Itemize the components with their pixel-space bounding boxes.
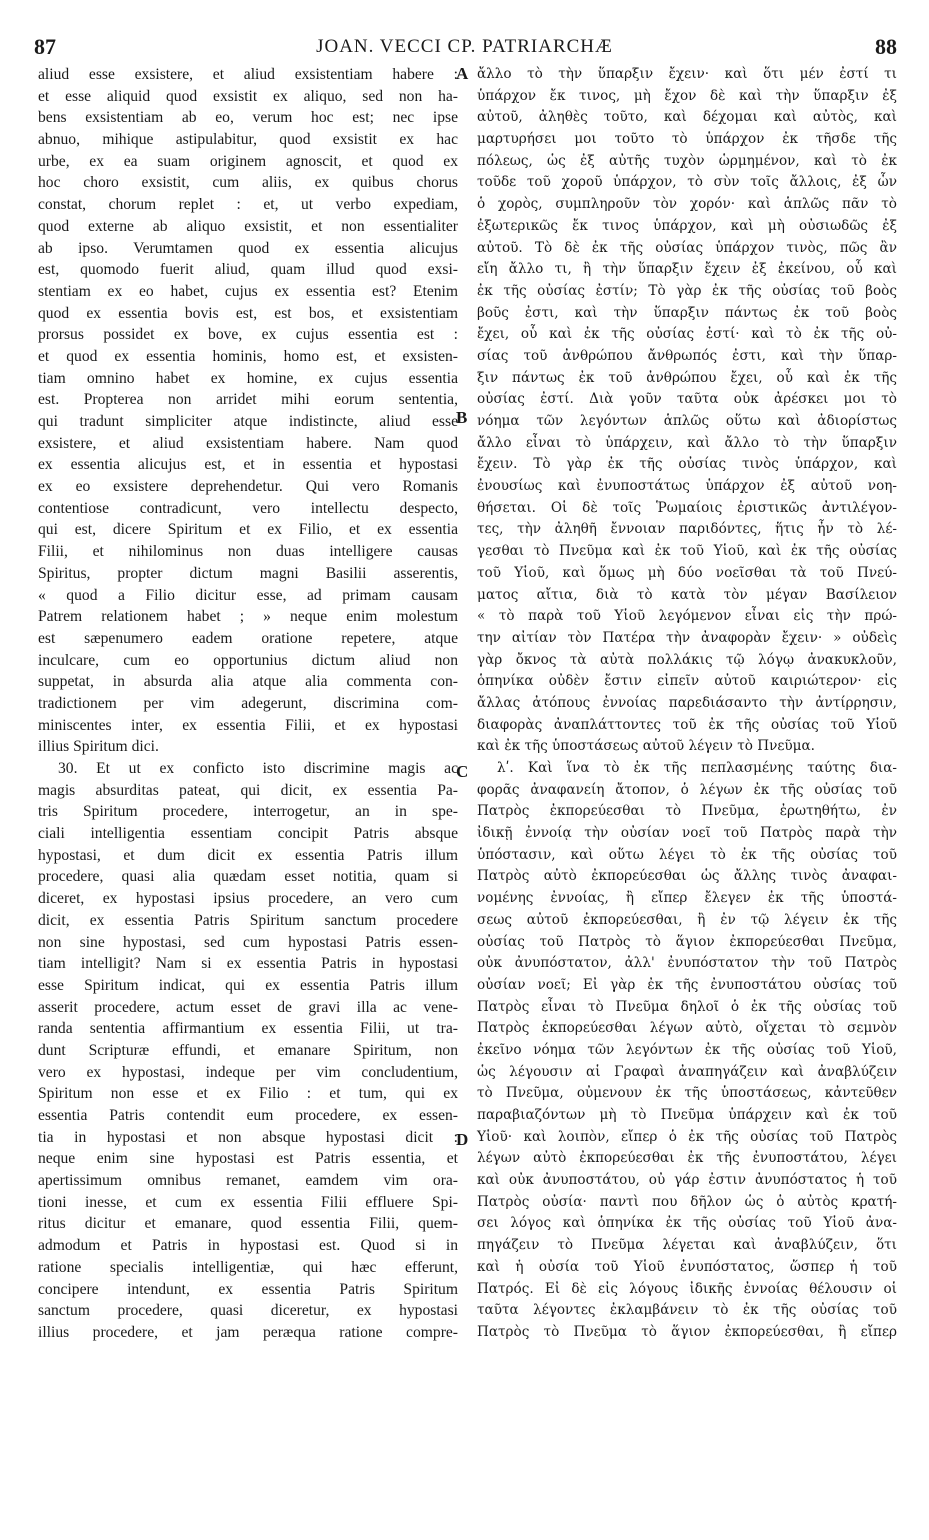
margin-marker-a: A <box>456 64 469 83</box>
text-line: suppetat, in absurda alia atque alia commenta con- <box>38 673 458 691</box>
text-line: bens exsistentiam ab eo, verum hoc est; nec ipse <box>38 109 458 127</box>
text-line: Πατρὸς τὸ Πνεῦμα τὸ ἅγιον ἐκπορεύεσθαι, ἢ εἴπερ <box>477 1323 897 1340</box>
text-line: tia in hypostasi et non absque hypostasi dicit : <box>38 1128 458 1146</box>
text-line: μαρτυρήσει μοι τοῦτο τὸ ὑπάρχον ἐκ τῆσδε τῆς <box>477 131 897 148</box>
text-line: qui tradunt simpliciter atque indistincte, aliud esse <box>38 413 458 430</box>
text-line: οὐσίας ἐστί. Διὰ γοῦν ταῦτα οὐκ ἀρέσκει μοι τὸ <box>477 391 897 408</box>
text-line: ciali intelligentia essentiam concipit Patris absque <box>38 825 458 843</box>
text-line: tiam omnino habet ex homine, ex cujus essentia <box>38 369 458 387</box>
margin-marker-c: C <box>456 762 469 781</box>
text-line: hoc choro exsistit, cum aliis, ex quibus chorus <box>38 174 458 192</box>
text-line: ἐκεῖνο νόημα τῶν λεγόντων ἐκ τῆς οὐσίας τοῦ Υἱοῦ, <box>477 1041 897 1058</box>
text-line: ἄλλας ἀτόπους ἐννοίας παρεδιάσαντο τὴν ἀντίρρησιν, <box>477 694 897 711</box>
text-line: Πατρὸς αὐτὸ ἐκπορεύεσθαι ὡς ἄλλης τινὸς ἀναφαι- <box>477 868 897 885</box>
page-number-left: 87 <box>34 34 56 59</box>
margin-marker-d: D <box>456 1130 469 1149</box>
text-line: νόημα τῶν λεγόντων ἁπλῶς οὕτω καὶ ἀδιορίστως <box>477 413 897 429</box>
text-line: εἴη ἄλλο τι, ἢ τὴν ὕπαρξιν ἔχειν ἐξ ἐκείνου, οὗ καὶ <box>477 261 897 278</box>
text-line: ritus dicitur et emanare, quod essentia Filii, quem- <box>38 1215 458 1233</box>
text-line: ab ipso. Verumtamen quod ex essentia alicujus <box>38 239 458 257</box>
text-line: Patrem relationem habet ; » neque enim molestum <box>38 608 458 626</box>
text-line: procedere, quasi alia quædam esset notitia, quam si <box>38 868 458 886</box>
latin-column <box>38 64 458 1344</box>
text-line: stentiam ex eo habet, cujus ex essentia est? Etenim <box>38 282 458 300</box>
text-line: tris Spiritum procedere, interrogetur, an in spe- <box>38 803 458 821</box>
text-line: et quod ex essentia hominis, homo est, et exsisten- <box>38 347 458 365</box>
text-line: νομένης ἐννοίας, ἢ εἴπερ ἔλεγεν ἐκ τῆς ὑποστά- <box>477 890 897 907</box>
margin-marker-b: B <box>456 408 468 427</box>
text-line: καὶ ἡ οὐσία τοῦ Υἱοῦ ἐνυπόστατος, ὥσπερ ἡ τοῦ <box>477 1258 897 1275</box>
text-line: Πατρός. Εἰ δὲ εἰς λόγους ἰδικῆς ἐννοίας θέλουσιν οἱ <box>477 1280 897 1297</box>
text-line: non sine hypostasi, sed cum hypostasi Patris essen- <box>38 933 458 951</box>
text-line: illius Spiritum dici. <box>38 738 159 756</box>
text-line: est sæpenumero eadem oratione repetere, atque <box>38 629 458 647</box>
text-line: παραβιαζόντων μὴ τὸ Πνεῦμα ὑπάρχειν καὶ ἐκ τοῦ <box>477 1107 897 1123</box>
text-line: θήσεται. Οἱ δὲ τοῖς Ῥωμαίοις ἐριστικῶς ἀντιλέγον- <box>477 499 897 516</box>
text-line: essentia Patris contendit eum procedere, ex essen- <box>38 1107 458 1124</box>
text-line: diceret, ex hypostasi ipsius procedere, an vero cum <box>38 890 458 908</box>
text-line: hypostasi, et dum dicit ex essentia Patris illum <box>38 846 458 864</box>
text-line: Πατρὸς ἐκπορεύεσθαι τὸ Πνεῦμα, ἐρωτηθήτω, ἐν <box>477 803 897 820</box>
text-line: καὶ οὐκ ἀνυποστάτου, οὐ γάρ ἐστιν ἀνυπόστατος ἡ τοῦ <box>477 1172 897 1189</box>
text-line: πηγάζειν τὸ Πνεῦμα λέγεται καὶ ἀναβλύζειν, ὅτι <box>477 1237 897 1254</box>
text-line: καὶ ἐκ τῆς ὑποστάσεως αὐτοῦ λέγειν τὸ Πνεῦμα. <box>477 738 815 755</box>
text-line: οὐσίας τοῦ Πατρὸς τὸ ἅγιον ἐκπορεύεσθαι Πνεῦμα, <box>477 933 897 950</box>
text-line: ὑπάρχον ἔκ τινος, μὴ ἔχον δὲ καὶ τὴν ὕπαρξιν ἐξ <box>477 87 897 104</box>
text-line: Spiritum non esse et ex Filio : et tum, qui ex <box>38 1085 458 1103</box>
text-line: Πατρὸς οὐσία· παντὶ που δῆλον ὡς ὁ αὐτὸς κρατή- <box>477 1193 897 1210</box>
text-line: Spiritus, propter dictum magni Basilii asserentis, <box>38 564 458 582</box>
running-title: JOAN. VECCI CP. PATRIARCHÆ <box>316 36 613 57</box>
text-line: τοῦ Υἱοῦ, καὶ ὅμως μὴ δύο νοεῖσθαι τὰ τοῦ Πνεύ- <box>477 564 897 581</box>
text-line: ex essentia alicujus est, et in essentia et hypostasi <box>38 456 458 474</box>
text-line: τὸ Πνεῦμα, οὐμενουν ἐκ τῆς ὑποστάσεως, κἀντεῦθεν <box>477 1085 897 1102</box>
text-line: ὁ χορὸς, συμπληροῦν τὸν χορόν· καὶ ἁπλῶς πᾶν τὸ <box>477 196 897 213</box>
text-line: ἔχειν. Τὸ γὰρ ἐκ τῆς οὐσίας τινὸς ὑπάρχον, καὶ <box>477 456 897 473</box>
text-line: φορᾶς ἀναφανείη ἄτοπον, ὁ λέγων ἐκ τῆς οὐσίας τοῦ <box>477 781 897 798</box>
text-line: et esse aliquid quod exsistit ex aliquo, sed non ha- <box>38 87 458 105</box>
text-line: ὑπόστασιν, καὶ οὕτω λέγει τὸ ἐκ τῆς οὐσίας τοῦ <box>477 846 897 863</box>
text-line: concipere intendunt, ex essentia Patris Spiritum <box>38 1280 458 1298</box>
text-line: ἐξωτερικῶς ἔκ τινος ὑπάρχον, καὶ μὴ οὐσιωδῶς ἐξ <box>477 217 897 234</box>
text-line: tradictionem per vim adegerunt, discrimina com- <box>38 694 458 712</box>
text-line: est, quomodo fuerit aliud, quam illud quod exsi- <box>38 261 458 279</box>
text-line: σει λόγος καὶ ὁπηνίκα ἐκ τῆς οὐσίας τοῦ Υἱοῦ ἀνα- <box>477 1215 897 1232</box>
text-line: qui est, dicere Spiritum et ex Filio, et ex essentia <box>38 521 458 539</box>
text-line: Πατρὸς εἶναι τὸ Πνεῦμα δηλοῖ ὁ ἐκ τῆς οὐσίας τοῦ <box>477 998 897 1015</box>
text-line: quod ex essentia bovis est, est bos, et exsistentiam <box>38 304 458 322</box>
text-line: γεσθαι τὸ Πνεῦμα καὶ ἐκ τοῦ Υἱοῦ, καὶ ἐκ τῆς οὐσίας <box>477 543 897 560</box>
text-line: σίας τοῦ ἀνθρώπου ἄνθρωπός ἐστι, καὶ τὴν ὕπαρ- <box>477 347 897 364</box>
text-line: tioni inesse, et cum ex essentia Filii effluere Spi- <box>38 1193 458 1211</box>
text-line: esse Spiritum indicat, qui ex essentia Patris illum <box>38 976 458 994</box>
text-line: randa sententia affirmantium ex essentia Filii, ut tra- <box>38 1020 458 1038</box>
text-line: quod externe ab aliquo exsistit, et non essentialiter <box>38 217 458 235</box>
text-line: διαφορὰς ἀναπλάττοντες τοῦ ἐκ τῆς οὐσίας τοῦ Υἱοῦ <box>477 716 897 733</box>
text-line: λέγων αὐτὸ ἐκπορεύεσθαι ἐκ τῆς ἐνυποστάτου, λέγει <box>477 1150 897 1167</box>
text-line: asserit procedere, actum esset de gravi illa ac vene- <box>38 998 458 1016</box>
text-line: illius procedere, et jam peræqua ratione compre- <box>38 1323 458 1341</box>
text-line: dicit, ex essentia Patris Spiritum sanctum procedere <box>38 911 458 929</box>
text-line: ὁπηνίκα οὐδὲν ἔστιν εἰπεῖν αὐτοῦ καιριώτερον· εἰς <box>477 673 897 690</box>
text-line: ξιν πάντως ἐκ τοῦ ἀνθρώπου ἔχει, οὗ καὶ ἐκ τῆς <box>477 369 897 386</box>
text-line: Υἱοῦ· καὶ λοιπὸν, εἴπερ ὁ ἐκ τῆς οὐσίας τοῦ Πατρὸς <box>477 1128 897 1145</box>
text-line: ἄλλο εἶναι τὸ ὑπάρχειν, καὶ ἄλλο τὸ τὴν ὕπαρξιν <box>477 434 897 451</box>
text-line: τοῦδε τοῦ χοροῦ ὑπάρχον, τὸ σὺν τοῖς ἄλλοις, ἐξ ὧν <box>477 174 897 191</box>
text-line: ratione specialis intelligentiæ, qui hæc efferunt, <box>38 1258 458 1276</box>
text-line: ταῦτα λέγοντες ἐκλαμβάνειν τὸ ἐκ τῆς οὐσίας τοῦ <box>477 1302 897 1319</box>
text-line: γὰρ ὄκνος τὰ αὐτὰ πολλάκις τῷ λόγῳ ἀνακυκλοῦν, <box>477 651 897 668</box>
text-line: τες, τὴν ἀληθῆ ἔννοιαν παριδόντες, ἥτις ἦν τὸ λέ- <box>477 521 897 538</box>
text-line: Πατρὸς ἐκπορεύεσθαι λέγων αὐτὸ, οἴχεται τὸ σεμνὸν <box>477 1020 897 1037</box>
text-line: « quod a Filio dicitur esse, ad primam causam <box>38 586 458 604</box>
text-line: contentiose contradicunt, vero intellectu despecto, <box>38 499 458 517</box>
text-line: Filii, et nihilominus non duas intelligere causas <box>38 543 458 561</box>
text-line: πόλεως, ὡς ἐξ αὐτῆς τυχὸν ὡρμημένον, καὶ τὸ ἐκ <box>477 152 897 169</box>
page-number-right: 88 <box>875 34 897 59</box>
text-line: inculcare, cum eo opportunius dictum aliud non <box>38 651 458 669</box>
text-line: ἐνουσίως καὶ ἐνυποστάτως ὑπάρχον ἐξ αὐτοῦ νοη- <box>477 478 897 495</box>
text-line: « τὸ παρὰ τοῦ Υἱοῦ λεγόμενον εἶναι εἰς τὴν πρώ- <box>477 608 897 625</box>
text-line: ἐκ τῆς οὐσίας ἐστίν; Τὸ γὰρ ἐκ τῆς οὐσίας τοῦ βοὸς <box>477 282 897 299</box>
text-line: ex eo exsistere deprehendetur. Qui vero Romanis <box>38 478 458 496</box>
text-line: βοῦς ἐστι, καὶ τὴν ὕπαρξιν πάντως ἐκ τοῦ βοὸς <box>477 304 897 321</box>
text-line: abnuo, mihique astipulabitur, quod exsistit ex hac <box>38 131 458 149</box>
text-line: neque enim sine hypostasi est Patris essentia, et <box>38 1150 458 1168</box>
text-line: αὐτοῦ. Τὸ δὲ ἐκ τῆς οὐσίας ὑπάρχον τινὸς, πῶς ἂν <box>477 239 897 256</box>
text-line: 30. Et ut ex conficto isto discrimine magis ac <box>58 760 458 777</box>
text-line: λʹ. Καὶ ἵνα τὸ ἐκ τῆς πεπλασμένης ταύτης δια- <box>497 760 897 776</box>
text-line: exsistere, et aliud exsistentiam habere. Nam quod <box>38 434 458 452</box>
greek-column <box>477 64 897 1344</box>
text-line: dunt Scripturæ effundi, et emanare Spiritum, non <box>38 1041 458 1059</box>
text-line: urbe, ex ea suam originem agnoscit, et quod ex <box>38 152 458 170</box>
text-line: tiam intelligit? Nam si ex essentia Patris in hypostasi <box>38 955 458 973</box>
text-line: την αἰτίαν τὸν Πατέρα τὴν ἀναφορὰν ἔχειν· » οὐδεὶς <box>477 629 897 646</box>
text-line: ἔχει, οὗ καὶ ἐκ τῆς οὐσίας ἐστί· καὶ τὸ ἐκ τῆς οὐ- <box>477 326 897 343</box>
running-header <box>0 34 929 60</box>
text-line: miniscentes inter, ex essentia Filii, et ex hypostasi <box>38 716 458 734</box>
text-line: magis absurditas pateat, qui dicit, ex essentia Pa- <box>38 781 458 799</box>
text-line: prorsus possidet ex bove, ex cujus essentia est : <box>38 326 458 344</box>
text-line: ὡς λέγουσιν αἱ Γραφαὶ ἀναπηγάζειν καὶ ἀναβλύζειν <box>477 1063 897 1080</box>
text-line: aliud esse exsistere, et aliud exsistentiam habere : <box>38 66 458 83</box>
text-line: constat, chorum replet : et, ut verbo expediam, <box>38 196 458 214</box>
text-line: est. Propterea non arridet mihi eorum sententia, <box>38 391 458 409</box>
text-line: σεως αὐτοῦ ἐκπορεύεσθαι, ἢ ἐν τῷ λέγειν ἐκ τῆς <box>477 911 897 928</box>
text-line: vero ex hypostasi, indeque per vim concludentium, <box>38 1063 458 1081</box>
text-line: admodum et Patris in hypostasi est. Quod si in <box>38 1237 458 1255</box>
text-line: sanctum procedere, quasi diceretur, ex hypostasi <box>38 1302 458 1320</box>
text-line: οὐκ ἀνυπόστατον, ἀλλ' ἐνυπόστατον τὴν τοῦ Πατρὸς <box>477 955 897 972</box>
text-line: ματος αἴτια, διὰ τὸ κατὰ τὸν μέγαν Βασίλειον <box>477 586 897 603</box>
text-line: ἰδικῇ ἐννοίᾳ τὴν οὐσίαν νοεῖ τοῦ Πατρὸς παρὰ τὴν <box>477 825 897 842</box>
text-line: οὐσίαν νοεῖ; Εἰ γὰρ ἐκ τῆς ἐνυποστάτου οὐσίας τοῦ <box>477 976 897 993</box>
text-line: αὐτοῦ, ἀληθὲς τοῦτο, καὶ δέχομαι καὶ αὐτὸς, καὶ <box>477 109 897 126</box>
text-line: apertissimum omnibus remanet, eamdem vim ora- <box>38 1172 458 1190</box>
text-line: ἄλλο τὸ τὴν ὕπαρξιν ἔχειν· καὶ ὅτι μέν ἐστί τι <box>477 66 897 82</box>
